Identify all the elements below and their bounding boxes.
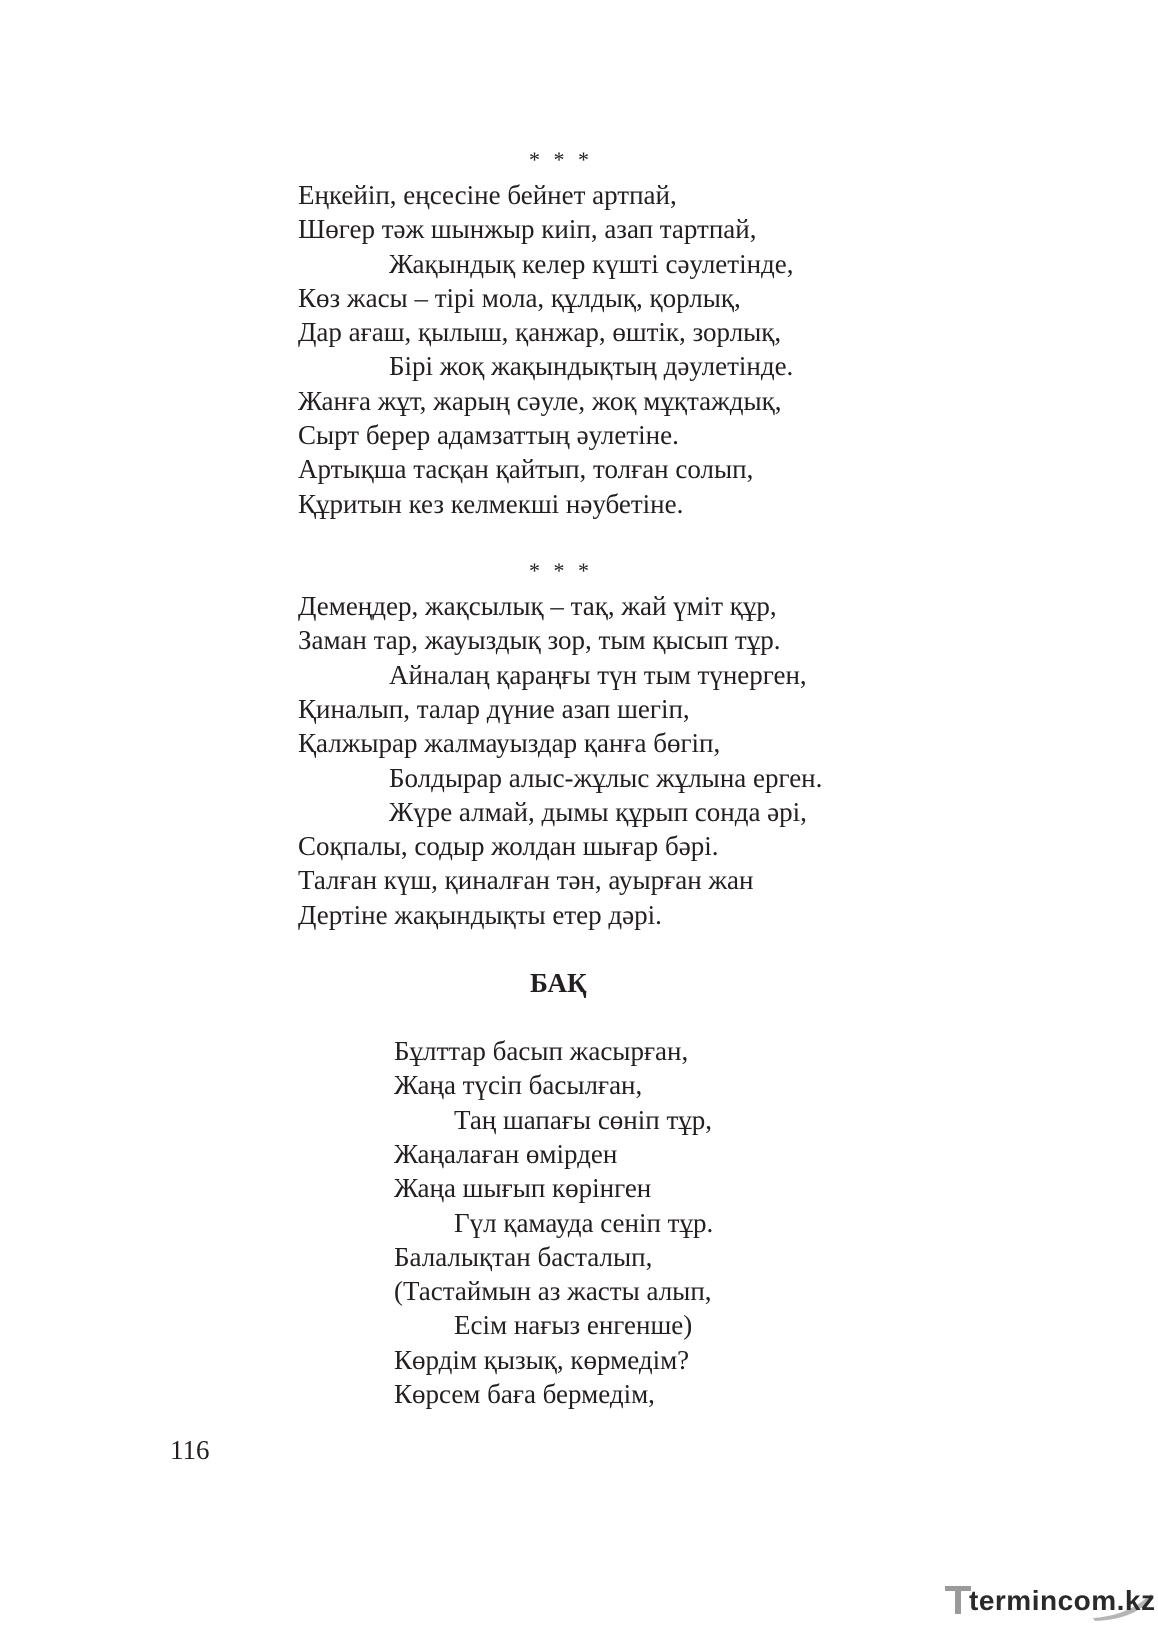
site-logo [943,1574,1155,1624]
poem-line-indented: Бірі жоқ жақындықтың дәулетінде. [389,351,794,381]
poem-title: БАҚ [530,968,587,998]
poem-line: Талған күш, қиналған тән, ауырған жан [298,865,754,895]
poem-line: Шөгер тәж шынжыр киіп, азап тартпай, [298,214,757,244]
poem-line-indented: Айналаң қараңғы түн тым түнерген, [389,660,807,690]
logo-text: termincom.kz [969,1585,1156,1616]
page-number: 116 [170,1435,210,1465]
poem-line: Құритын кез келмекші нәубетіне. [298,489,684,519]
poem-line: Көз жасы – тірі мола, құлдық, қорлық, [298,283,741,313]
poem-line-indented: Таң шапағы сөніп тұр, [454,1105,713,1135]
poem-line: Жаңа түсіп басылған, [394,1070,643,1100]
poem-line: Жаңа шығып көрінген [394,1173,652,1203]
poem-line: Демеңдер, жақсылық – тақ, жай үміт құр, [298,591,777,621]
poem-line: Көрсем баға бермедім, [394,1379,655,1409]
poem-line: Қалжырар жалмауыздар қанға бөгіп, [298,728,721,758]
poem-line: Заман тар, жауыздық зор, тым қысып тұр. [298,625,781,655]
poem-line: Сырт берер адамзаттың әулетіне. [298,420,679,450]
poem-line: Дар ағаш, қылыш, қанжар, өштік, зорлық, [298,317,782,347]
section-2-separator: * * * [529,558,593,583]
poem-line: Қиналып, талар дүние азап шегіп, [298,694,690,724]
poem-line: Артықша тасқан қайтып, толған солып, [298,454,754,484]
section-1-separator: * * * [529,147,593,172]
poem-line: (Тастаймын аз жасты алып, [394,1276,712,1306]
poem-line-indented: Есім нағыз енгенше) [454,1310,693,1340]
poem-line: Соқпалы, содыр жолдан шығар бәрі. [298,831,719,861]
poem-line: Балалықтан басталып, [394,1242,653,1272]
poem-line-indented: Гүл қамауда сеніп тұр. [454,1208,714,1238]
poem-line: Еңкейіп, еңсесіне бейнет артпай, [298,180,677,210]
poem-line: Көрдім қызық, көрмедім? [394,1345,690,1375]
poem-line-indented: Болдырар алыс-жұлыс жұлына ерген. [389,763,823,793]
poem-line: Жанға жұт, жарың сәуле, жоқ мұқтаждық, [298,386,782,416]
poem-line: Бұлттар басып жасырған, [394,1036,689,1066]
poem-line-indented: Жақындық келер күшті сәулетінде, [389,249,794,279]
poem-line: Дертіне жақындықты етер дәрі. [298,900,662,930]
poem-line: Жаңалаған өмірден [394,1139,618,1169]
poem-line-indented: Жүре алмай, дымы құрып сонда әрі, [389,797,807,827]
